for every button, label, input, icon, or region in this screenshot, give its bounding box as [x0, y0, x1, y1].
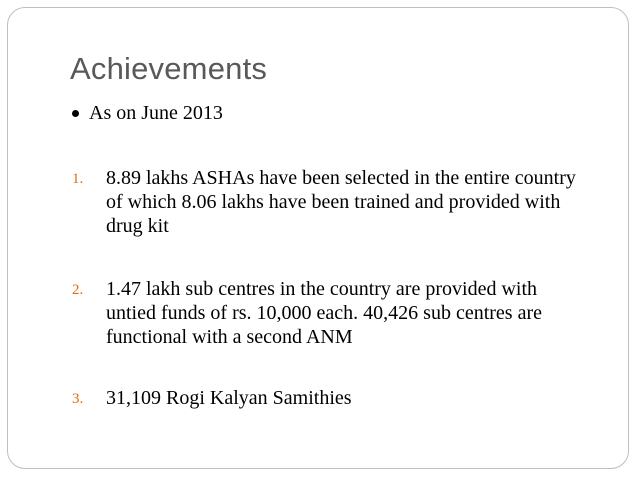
- item-text: 1.47 lakh sub centres in the country are provided with untied funds of rs. 10,000 each. 40,426 sub centres are functional with a second ANM: [106, 278, 542, 348]
- item-number: 3.: [72, 391, 84, 407]
- item-number: 1.: [72, 171, 84, 187]
- item-number: 2.: [72, 282, 84, 298]
- item-text: 8.89 lakhs ASHAs have been selected in the entire country of which 8.06 lakhs have been trained and provided with drug kit: [106, 167, 576, 237]
- numbered-item-1: [72, 166, 586, 238]
- bullet-text: As on June 2013: [89, 102, 223, 124]
- item-text: 31,109 Rogi Kalyan Samithies: [106, 387, 352, 409]
- bullet-item: [72, 102, 223, 125]
- numbered-item-3: [72, 386, 586, 410]
- bullet-dot-icon: [72, 110, 79, 117]
- slide-title: Achievements: [70, 51, 268, 86]
- numbered-item-2: [72, 277, 586, 349]
